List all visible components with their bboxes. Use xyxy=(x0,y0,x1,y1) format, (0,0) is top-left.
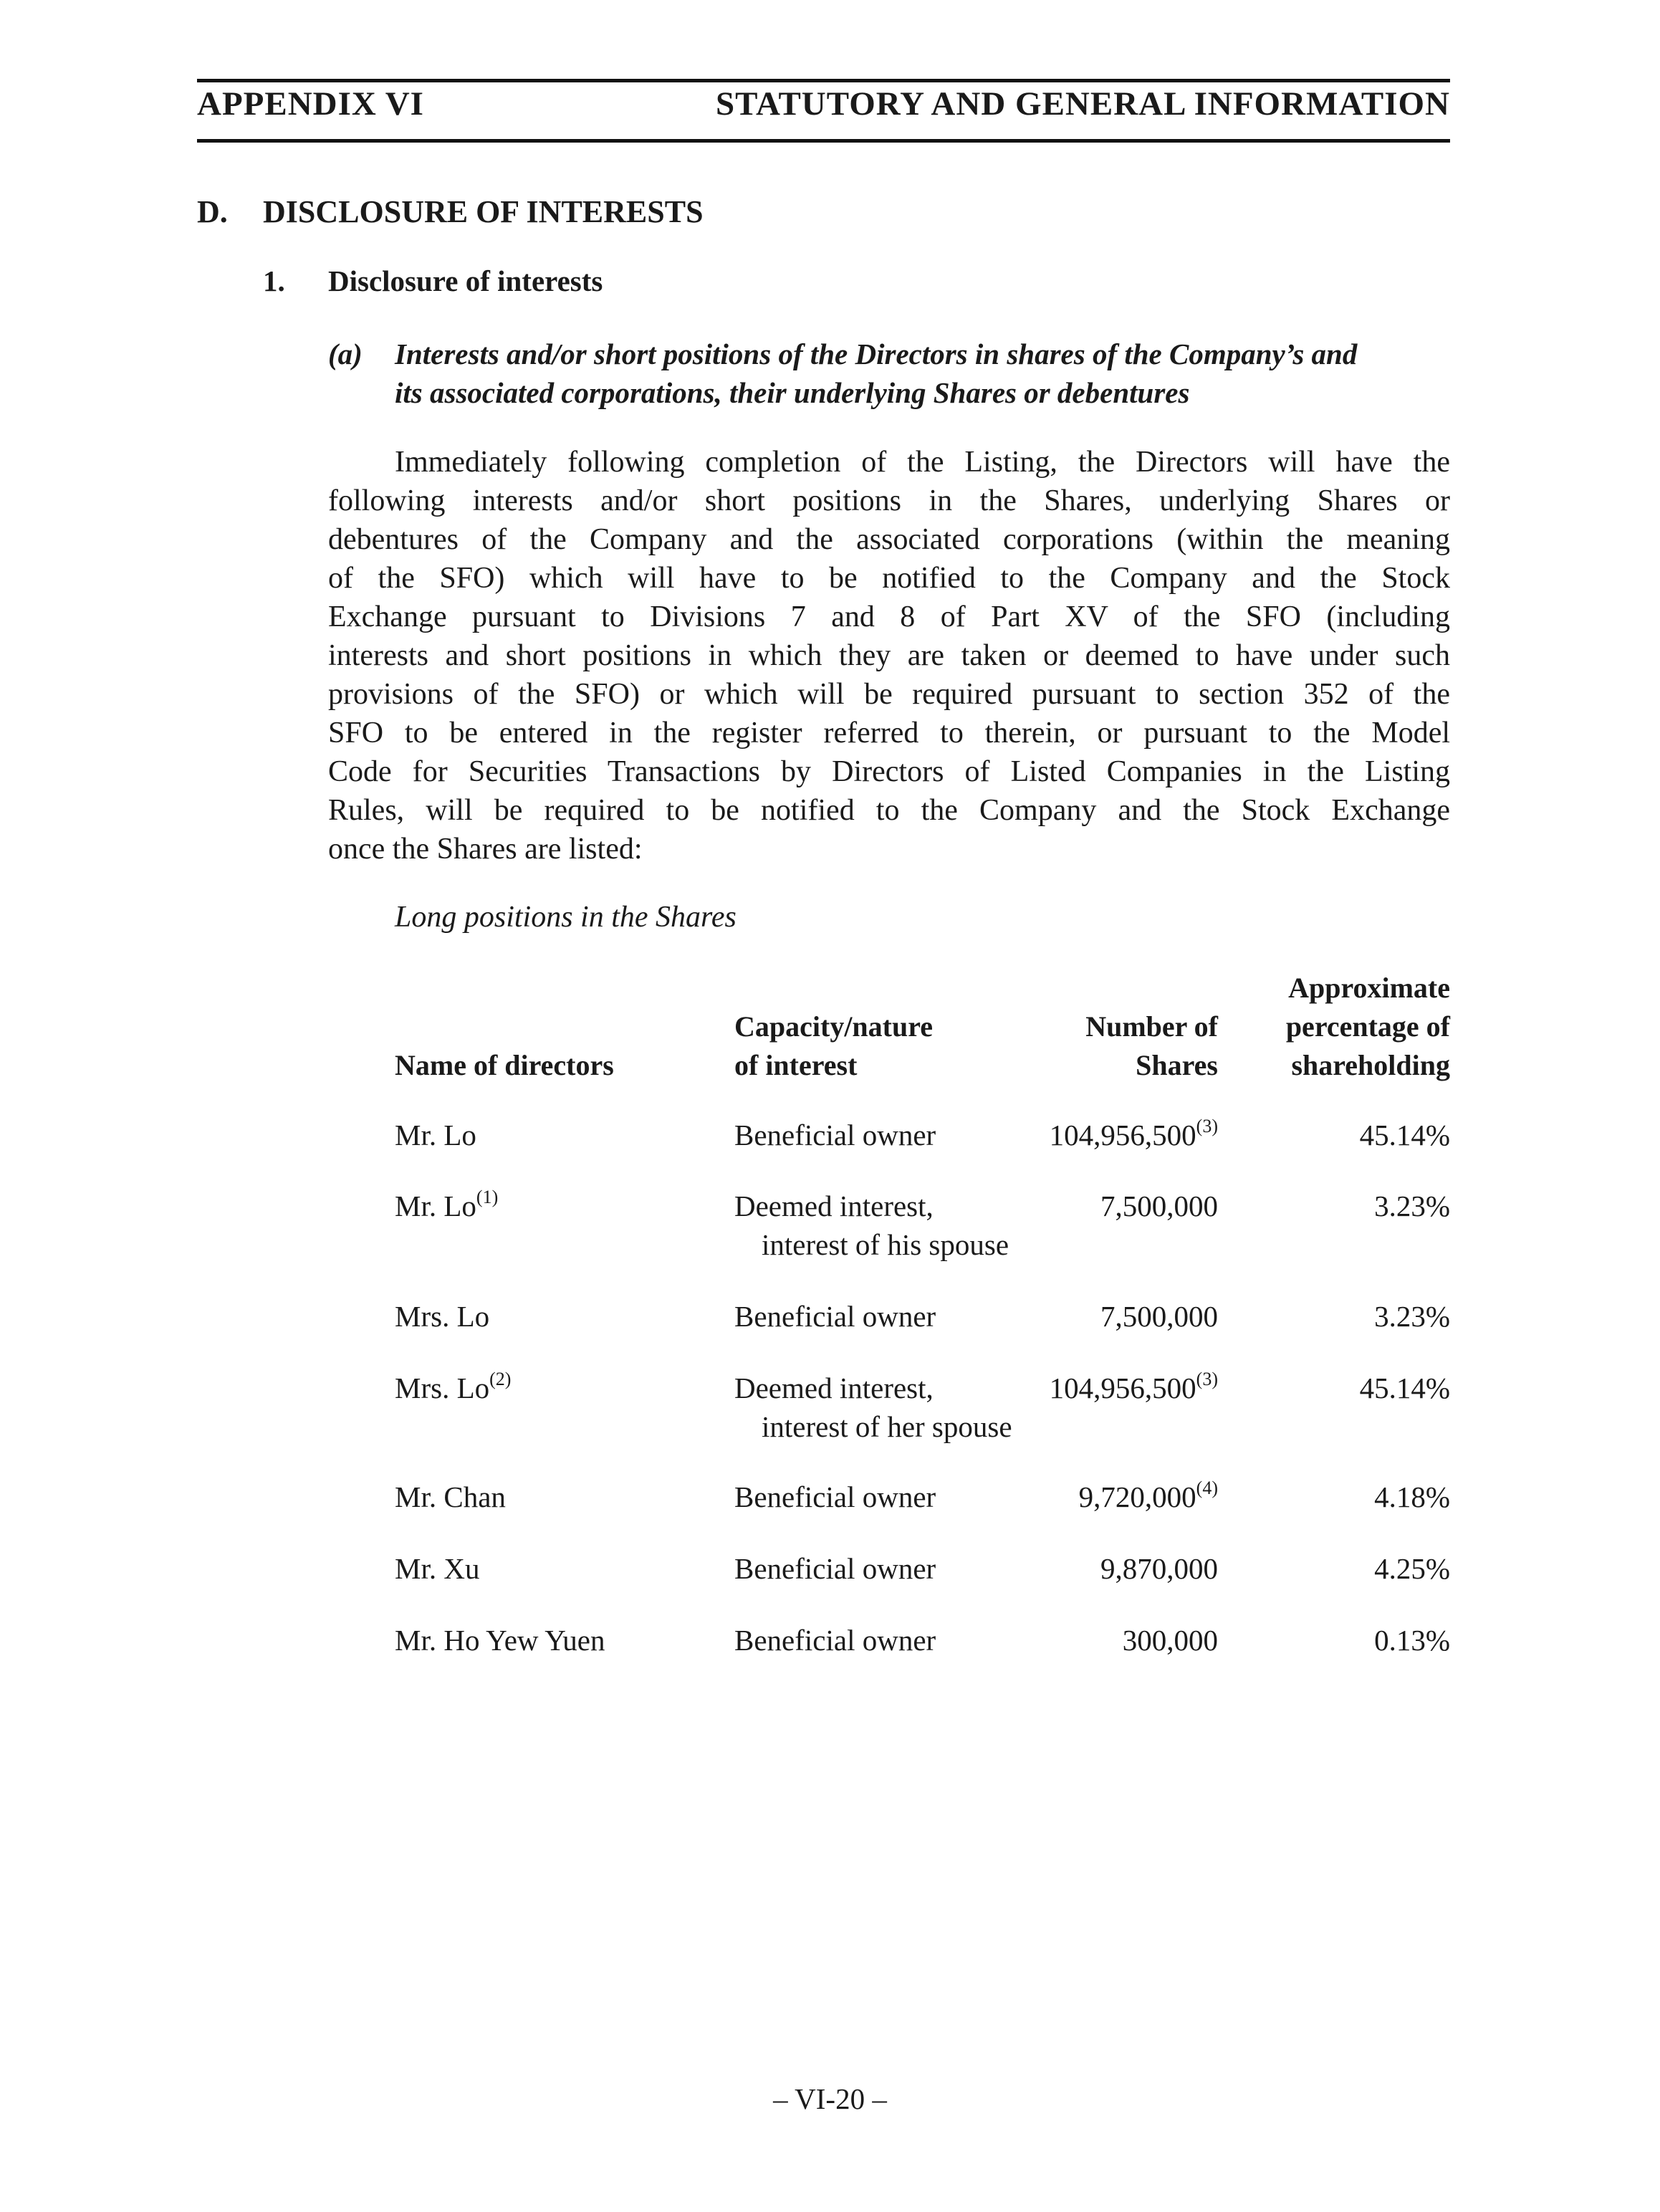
table-row-shares: 300,000 xyxy=(1122,1624,1218,1657)
header-pct-line-1: Approximate xyxy=(1288,972,1450,1004)
table-row-percentage: 0.13% xyxy=(1374,1624,1450,1657)
table-row-capacity: Deemed interest, interest of his spouse xyxy=(734,1189,1009,1261)
paragraph-line: provisions of the SFO) or which will be required pursuant to section 352 of the xyxy=(328,678,1450,711)
table-row-capacity: Beneficial owner xyxy=(734,1119,936,1152)
header-name-of-directors: Name of directors xyxy=(395,1049,614,1081)
table-row-percentage: 45.14% xyxy=(1359,1119,1450,1152)
table-row-shares: 7,500,000 xyxy=(1100,1300,1218,1333)
table-row-shares: 104,956,500$^{(3)}$ xyxy=(1049,1369,1218,1404)
page-number: – VI-20 – xyxy=(773,2082,887,2115)
section-letter: D. xyxy=(197,194,228,229)
header-appendix-label: APPENDIX VI xyxy=(197,85,424,123)
paragraph-line: following interests and/or short positions in the Shares, underlying Shares or xyxy=(328,484,1450,517)
table-row-name: Mr. Lo xyxy=(395,1119,476,1152)
paragraph-line: of the SFO) which will have to be notified to the Company and the Stock xyxy=(328,562,1450,595)
subsubsection-title-line-2: its associated corporations, their underlying Shares or debentures xyxy=(395,376,1190,409)
table-row-percentage: 3.23% xyxy=(1374,1189,1450,1222)
table-row-capacity: Beneficial owner xyxy=(734,1552,936,1585)
section-title: DISCLOSURE OF INTERESTS xyxy=(263,194,704,229)
table-row-percentage: 3.23% xyxy=(1374,1300,1450,1333)
table-row-capacity: Beneficial owner xyxy=(734,1300,936,1333)
subsubsection-label: (a) xyxy=(328,337,363,370)
header-shares-line-1: Number of xyxy=(1085,1010,1218,1043)
header-capacity xyxy=(734,1007,933,1085)
subsubsection-title xyxy=(395,335,1450,412)
table-row-name: Mr. Ho Yew Yuen xyxy=(395,1624,605,1657)
subsection-title: Disclosure of interests xyxy=(328,264,603,297)
header-capacity-line-1: Capacity/nature xyxy=(734,1010,934,1043)
table-row-percentage: 4.18% xyxy=(1374,1480,1450,1513)
table-row-capacity: Beneficial owner xyxy=(734,1480,936,1513)
paragraph-line: Rules, will be required to be notified to the Company and the Stock Exchange xyxy=(328,794,1450,827)
header-number-of-shares xyxy=(1085,1007,1218,1085)
table-row-percentage: 45.14% xyxy=(1359,1371,1450,1404)
header-section-title: STATUTORY AND GENERAL INFORMATION xyxy=(715,85,1450,123)
header-pct-line-3: shareholding xyxy=(1291,1049,1450,1081)
header-shares-line-2: Shares xyxy=(1136,1049,1218,1081)
header-percentage xyxy=(1286,969,1450,1085)
paragraph-line: debentures of the Company and the associated corporations (within the meaning xyxy=(328,523,1450,556)
table-row-name: Mr. Xu xyxy=(395,1552,480,1585)
paragraph-line: Code for Securities Transactions by Directors of Listed Companies in the Listing xyxy=(328,755,1450,788)
table-row-name: Mr. Chan xyxy=(395,1480,506,1513)
paragraph-line: Immediately following completion of the Listing, the Directors will have the xyxy=(395,446,1450,479)
table-row-capacity: Deemed interest, interest of her spouse xyxy=(734,1371,1012,1443)
header-pct-line-2: percentage of xyxy=(1285,1010,1450,1043)
subsection-number: 1. xyxy=(263,264,285,297)
paragraph-line: Exchange pursuant to Divisions 7 and 8 of Part XV of the SFO (including xyxy=(328,600,1450,633)
header-rule-top xyxy=(197,79,1450,82)
table-row-shares: 9,720,000$^{(4)}$ xyxy=(1078,1478,1218,1513)
body-paragraph xyxy=(328,443,1450,868)
table-row-percentage: 4.25% xyxy=(1374,1552,1450,1585)
subsubsection-title-line-1: Interests and/or short positions of the Directors in shares of the Company’s and xyxy=(395,337,1358,370)
table-row-shares: 9,870,000 xyxy=(1100,1552,1218,1585)
header-capacity-line-2: of interest xyxy=(734,1049,858,1081)
paragraph-line: once the Shares are listed: xyxy=(328,833,643,866)
paragraph-line: SFO to be entered in the register referred to therein, or pursuant to the Model xyxy=(328,717,1450,750)
table-row-capacity: Beneficial owner xyxy=(734,1624,936,1657)
table-caption: Long positions in the Shares xyxy=(395,901,737,934)
paragraph-line: interests and short positions in which they are taken or deemed to have under such xyxy=(328,639,1450,672)
table-row-shares: 7,500,000 xyxy=(1100,1189,1218,1222)
header-rule-bottom xyxy=(197,139,1450,143)
table-row-name: Mr. Lo$^{(1)}$ xyxy=(395,1187,499,1222)
table-row-name: Mrs. Lo$^{(2)}$ xyxy=(395,1369,512,1404)
table-row-name: Mrs. Lo xyxy=(395,1300,490,1333)
table-row-shares: 104,956,500$^{(3)}$ xyxy=(1049,1116,1218,1152)
